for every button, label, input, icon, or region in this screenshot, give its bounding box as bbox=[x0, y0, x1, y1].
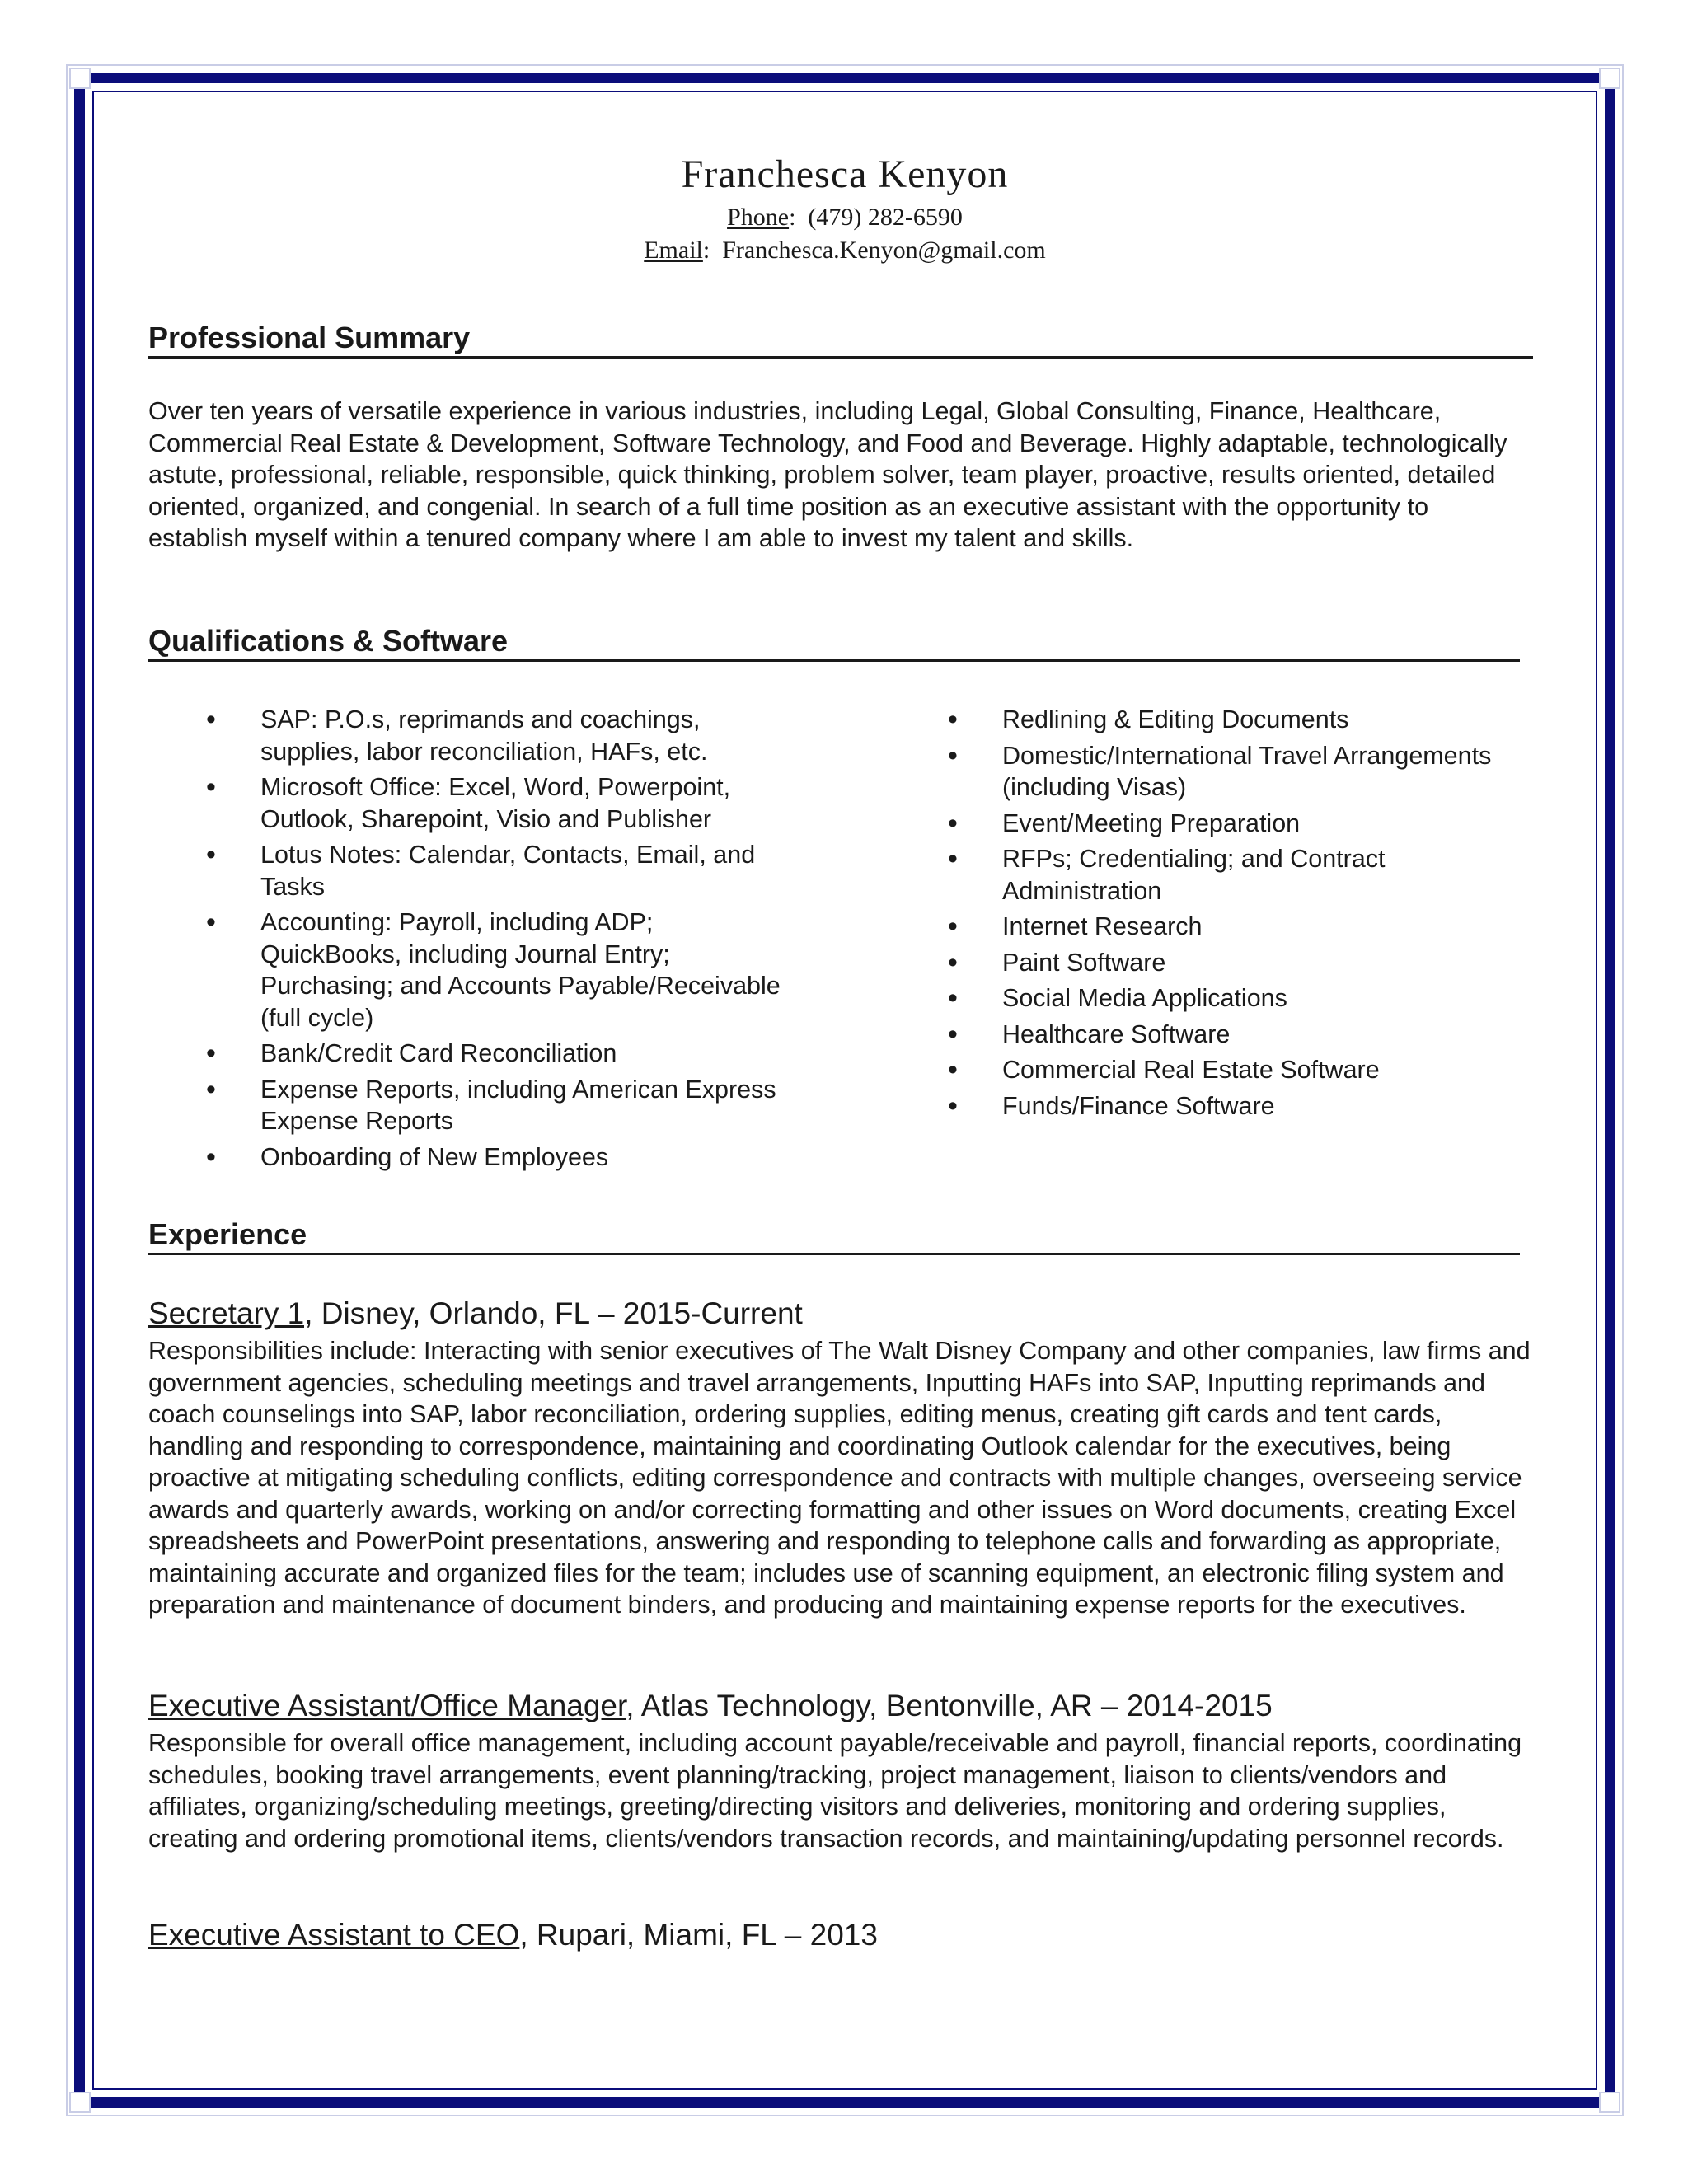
job-role: Executive Assistant/Office Manager bbox=[148, 1689, 626, 1722]
email-line: Email: Franchesca.Kenyon@gmail.com bbox=[644, 237, 1046, 264]
phone-line: Phone: (479) 282-6590 bbox=[727, 204, 963, 231]
phone-number[interactable]: (479) 282-6590 bbox=[808, 204, 963, 231]
summary-heading: Professional Summary bbox=[148, 320, 1533, 359]
list-item: • Bank/Credit Card Reconciliation bbox=[206, 1038, 799, 1070]
list-item: • Microsoft Office: Excel, Word, Powerpoint, Outlook, Sharepoint, Visio and Publisher bbox=[206, 771, 799, 835]
qualifications-list-left bbox=[206, 704, 799, 1177]
qualifications-heading: Qualifications & Software bbox=[148, 623, 1520, 662]
job-details: Disney, Orlando, FL – 2015-Current bbox=[312, 1296, 803, 1330]
qualifications-list-right bbox=[948, 704, 1525, 1126]
job-title-disney bbox=[148, 1296, 803, 1332]
list-item: • Accounting: Payroll, including ADP; QuickBooks, including Journal Entry; Purchasing; and Accounts Payable/Receivable (full cycle) bbox=[206, 907, 799, 1033]
list-item: • Funds/Finance Software bbox=[948, 1090, 1525, 1122]
email-address[interactable]: Franchesca.Kenyon@gmail.com bbox=[722, 237, 1046, 264]
job-description-atlas: Responsible for overall office management, including account payable/receivable and payroll, financial reports, coordinating schedules, booking travel arrangements, event planning/tracking, project management, liaison to clients/vendors and affiliates, organizing/scheduling meetings, greeting/directing visitors and deliveries, monitoring and ordering supplies, creating and ordering promotional items, clients/vendors transaction records, and maintaining/updating personnel records. bbox=[148, 1729, 1522, 1853]
list-item: • Redlining & Editing Documents bbox=[948, 704, 1525, 736]
job-details: , Rupari, Miami, FL – 2013 bbox=[519, 1918, 878, 1952]
email-label: Email bbox=[644, 237, 703, 264]
job-details: , Atlas Technology, Bentonville, AR – 2014-2015 bbox=[626, 1689, 1273, 1722]
list-item: • Commercial Real Estate Software bbox=[948, 1054, 1525, 1086]
resume-header bbox=[148, 148, 1541, 267]
list-item: • RFPs; Credentialing; and Contract Administration bbox=[948, 843, 1525, 907]
experience-heading: Experience bbox=[148, 1216, 1520, 1255]
job-description-disney: Responsibilities include: Interacting with senior executives of The Walt Disney Company and other companies, law firms and government agencies, scheduling meetings and travel arrangements, Inputting HAFs into SAP, Inputting reprimands and coach counselings into SAP, labor reconciliation, ordering supplies, editing menus, creating gift cards and tent cards, handling and responding to correspondence, maintaining and coordinating Outlook calendar for the executives, being proactive at mitigating scheduling conflicts, editing correspondence and contracts with multiple changes, overseeing service awards and quarterly awards, working on and/or correcting formatting and other issues on Word documents, creating Excel spreadsheets and PowerPoint presentations, answering and responding to telephone calls and forwarding as appropriate, maintaining accurate and organized files for the team; includes use of scanning equipment, an electronic filing system and preparation and maintenance of document binders, and producing and maintaining expense reports for the executives. bbox=[148, 1337, 1531, 1619]
list-item: • Event/Meeting Preparation bbox=[948, 808, 1525, 840]
list-item: • Paint Software bbox=[948, 947, 1525, 979]
corner-ornament-top-left bbox=[69, 68, 91, 89]
phone-label: Phone bbox=[727, 204, 790, 231]
list-item: • Lotus Notes: Calendar, Contacts, Email, and Tasks bbox=[206, 839, 799, 902]
corner-ornament-bottom-left bbox=[69, 2092, 91, 2113]
summary-text: Over ten years of versatile experience in various industries, including Legal, Global Consulting, Finance, Healthcare, Commercial Real Estate & Development, Software Technology, and Food and Beverage. Highly adaptable, technologically astute, professional, reliable, responsible, quick thinking, problem solver, team player, proactive, results oriented, detailed oriented, organized, and congenial. In search of a full time position as an executive assistant with the opportunity to establish myself within a tenured company where I am able to invest my talent and skills. bbox=[148, 397, 1507, 552]
list-item: • Expense Reports, including American Express Expense Reports bbox=[206, 1074, 799, 1137]
list-item: • Social Media Applications bbox=[948, 982, 1525, 1015]
list-item: • Healthcare Software bbox=[948, 1019, 1525, 1051]
list-item: • Onboarding of New Employees bbox=[206, 1141, 799, 1174]
corner-ornament-top-right bbox=[1599, 68, 1620, 89]
candidate-name: Franchesca Kenyon bbox=[681, 152, 1009, 196]
job-title-rupari bbox=[148, 1917, 878, 1953]
job-title-atlas bbox=[148, 1688, 1273, 1724]
list-item: • Domestic/International Travel Arrangements (including Visas) bbox=[948, 740, 1525, 804]
job-role: Executive Assistant to CEO bbox=[148, 1918, 520, 1952]
list-item: • Internet Research bbox=[948, 911, 1525, 943]
list-item: • SAP: P.O.s, reprimands and coachings, supplies, labor reconciliation, HAFs, etc. bbox=[206, 704, 799, 767]
job-role: Secretary 1, bbox=[148, 1296, 313, 1330]
corner-ornament-bottom-right bbox=[1599, 2092, 1620, 2113]
